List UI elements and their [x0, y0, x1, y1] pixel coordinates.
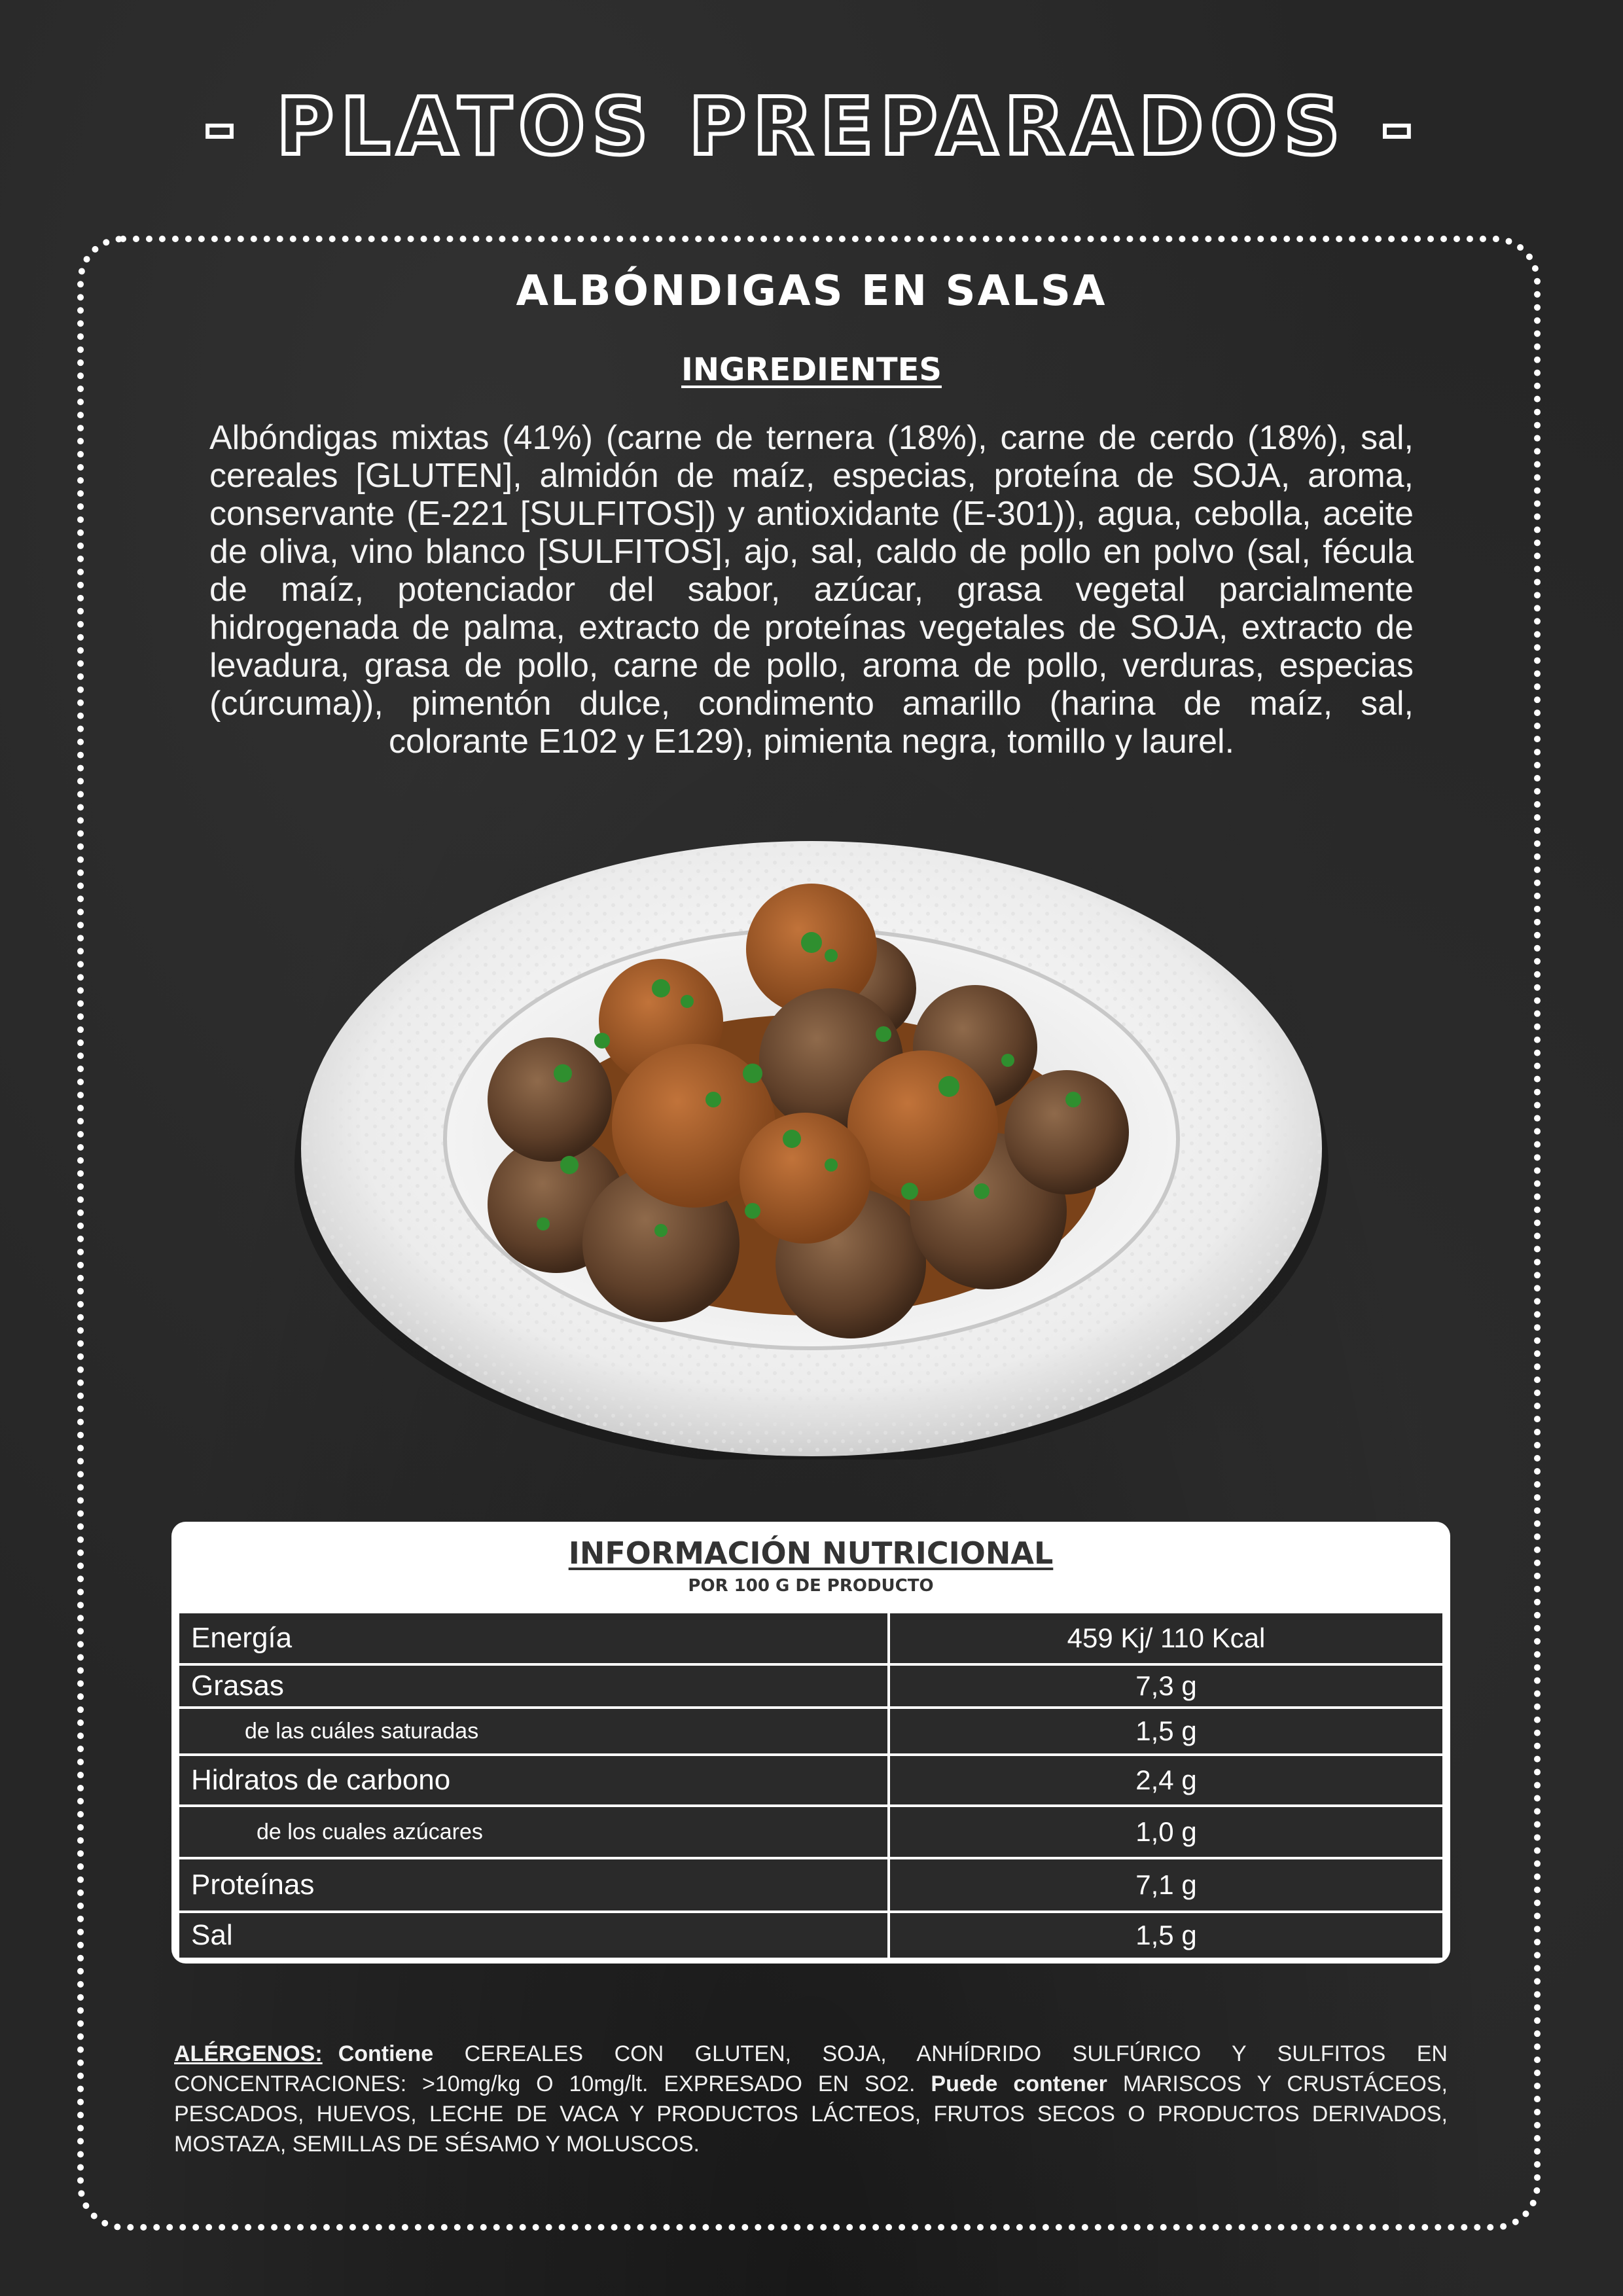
meatball: [740, 1113, 870, 1244]
table-row: [178, 1612, 1444, 1664]
table-row: [178, 1912, 1444, 1959]
table-row: [178, 1806, 1444, 1858]
dish-photo: [294, 825, 1329, 1460]
may-contain-text: MARISCOS Y CRUSTÁCEOS, PESCADOS, HUEVOS, LECHE DE VACA Y PRODUCTOS LÁCTEOS, FRUTOS SECOS O PRODUCTOS DERIVADOS, MOSTAZA, SEMILLAS DE SÉSAMO Y MOLUSCOS.: [174, 2072, 1448, 2157]
nutrient-label: Proteínas: [178, 1858, 889, 1912]
nutrient-value: 7,1 g: [889, 1858, 1444, 1912]
nutrition-table: [177, 1611, 1445, 1960]
nutrition-panel: [171, 1522, 1450, 1964]
nutrient-label: Grasas: [178, 1664, 889, 1708]
nutrient-label: de las cuáles saturadas: [178, 1708, 889, 1755]
nutrition-subheading: POR 100 G DE PRODUCTO: [688, 1576, 934, 1596]
nutrient-value: 7,3 g: [889, 1664, 1444, 1708]
nutrient-value: 2,4 g: [889, 1755, 1444, 1806]
allergens-label: ALÉRGENOS:: [174, 2041, 323, 2066]
meatball: [488, 1037, 612, 1162]
nutrient-value: 1,5 g: [889, 1912, 1444, 1959]
nutrient-label: Sal: [178, 1912, 889, 1959]
may-contain-label: Puede contener: [931, 2072, 1107, 2096]
ingredients-text: Albóndigas mixtas (41%) (carne de ternera (18%), carne de cerdo (18%), sal, cereales [GLUTEN], almidón de maíz, especias, proteína de SOJA, aroma, conservante (E-221 [SULFITOS]) y antioxidante (E-301)), agua, cebolla, aceite de oliva, vino blanco [SULFITOS], ajo, sal, caldo de pollo en polvo (sal, fécula de maíz, potenciador del sabor, azúcar, grasa vegetal parcialmente hidrogenada de palma, extracto de proteínas vegetales de SOJA, extracto de levadura, grasa de pollo, carne de pollo, aroma de pollo, verduras, especias (cúrcuma)), pimentón dulce, condimento amarillo (harina de maíz, sal, colorante E102 y E129), pimienta negra, tomillo y laurel.: [209, 419, 1414, 761]
ingredients-heading: INGREDIENTES: [681, 351, 942, 388]
nutrient-value: 459 Kj/ 110 Kcal: [889, 1612, 1444, 1664]
contains-label: Contiene: [338, 2041, 434, 2066]
dish-name: ALBÓNDIGAS EN SALSA: [516, 267, 1107, 315]
table-row: [178, 1858, 1444, 1912]
nutrient-label: de los cuales azúcares: [178, 1806, 889, 1858]
meatballs-plate-image: [294, 825, 1329, 1460]
nutrient-label: Energía: [178, 1612, 889, 1664]
nutrient-label: Hidratos de carbono: [178, 1755, 889, 1806]
table-row: [178, 1664, 1444, 1708]
meatball: [1005, 1070, 1129, 1194]
table-row: [178, 1755, 1444, 1806]
allergens-text: [174, 2039, 1448, 2159]
nutrient-value: 1,0 g: [889, 1806, 1444, 1858]
page-title: - PLATOS PREPARADOS -: [203, 82, 1420, 173]
nutrient-value: 1,5 g: [889, 1708, 1444, 1755]
contains-text: CEREALES CON GLUTEN, SOJA, ANHÍDRIDO SULFÚRICO Y SULFITOS EN CONCENTRACIONES: >10mg/kg O 10mg/lt. EXPRESADO EN SO2.: [174, 2041, 1448, 2096]
table-row: [178, 1708, 1444, 1755]
nutrition-heading: INFORMACIÓN NUTRICIONAL: [568, 1535, 1054, 1571]
